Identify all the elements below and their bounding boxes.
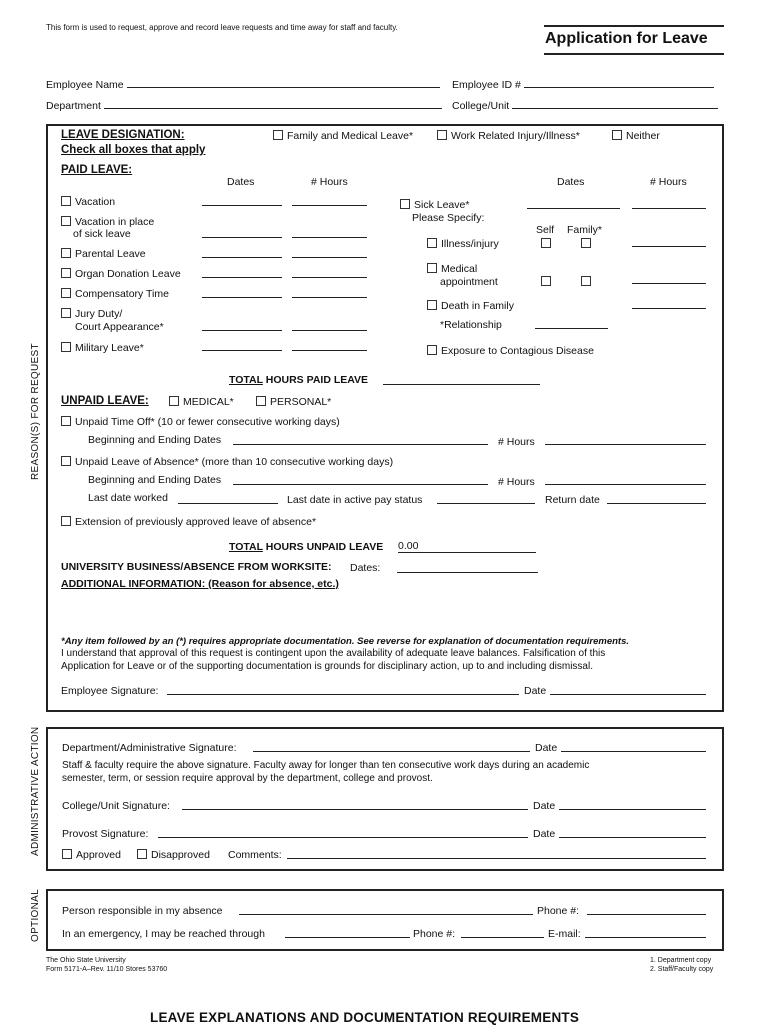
paid-col-hours: # Hours (311, 176, 348, 188)
checkbox-icon[interactable] (427, 263, 437, 273)
organ-hours-field[interactable] (292, 277, 367, 278)
next-page-heading: LEAVE EXPLANATIONS AND DOCUMENTATION REQUIREMENTS (150, 1010, 580, 1025)
vacation-sick-hours-field[interactable] (292, 237, 367, 238)
checkbox-icon[interactable] (62, 849, 72, 859)
responsible-label: Person responsible in my absence (62, 905, 223, 917)
checkbox-icon[interactable] (256, 396, 266, 406)
total-paid-rest: HOURS PAID LEAVE (262, 374, 369, 386)
sick-hours-field[interactable] (632, 208, 706, 209)
parental-dates-field[interactable] (202, 257, 282, 258)
provost-date-field[interactable] (559, 837, 706, 838)
parental-label: Parental Leave (75, 248, 146, 260)
page-title: Application for Leave (545, 30, 708, 47)
family-col: Family* (567, 224, 603, 236)
time-off-hours-field[interactable] (545, 444, 706, 445)
checkbox-sick[interactable] (400, 199, 469, 211)
checkbox-icon[interactable] (581, 276, 591, 286)
sick-col-hours: # Hours (650, 176, 687, 188)
footer-form-number: Form 5171-A–Rev. 11/10 Stores 53760 (46, 966, 168, 973)
checkbox-icon[interactable] (612, 130, 622, 140)
employee-id-row (452, 79, 714, 91)
employee-id-label: Employee ID # (452, 79, 521, 91)
jury-label: Jury Duty/ (75, 308, 123, 320)
medical-label: Medical (441, 263, 478, 275)
illness-self-checkbox[interactable] (541, 238, 555, 250)
emergency-phone-label: Phone #: (413, 928, 456, 940)
military-dates-field[interactable] (202, 350, 282, 351)
unpaid-leave-heading: UNPAID LEAVE: (61, 395, 149, 407)
emergency-label: In an emergency, I may be reached through (62, 928, 265, 940)
employee-name-label: Employee Name (46, 79, 124, 91)
employee-signature-field[interactable] (167, 694, 519, 695)
absence-hours-field[interactable] (545, 484, 706, 485)
checkbox-extension[interactable] (61, 516, 316, 528)
note-line-1: I understand that approval of this request is contingent upon the availability of adequate leave balances. Falsification of this (61, 648, 606, 659)
sick-label: Sick Leave* (414, 199, 470, 211)
provost-sig-field[interactable] (158, 837, 528, 838)
email-label: E-mail: (548, 928, 581, 940)
checkbox-icon[interactable] (581, 238, 591, 248)
vacation-sick-label-2: of sick leave (73, 228, 131, 240)
self-col: Self (536, 224, 555, 236)
checkbox-icon[interactable] (61, 516, 71, 526)
checkbox-icon[interactable] (541, 276, 551, 286)
military-label: Military Leave* (75, 342, 144, 354)
sick-dates-field[interactable] (527, 208, 620, 209)
employee-date-label: Date (524, 685, 547, 697)
asterisk-note: *Any item followed by an (*) requires appropriate documentation. See reverse for explanation of documentation requirements. (61, 636, 630, 647)
comp-hours-field[interactable] (292, 297, 367, 298)
disapproved-label: Disapproved (151, 849, 210, 861)
checkbox-icon[interactable] (61, 308, 71, 318)
responsible-phone-field[interactable] (587, 914, 706, 915)
employee-name-field[interactable] (127, 87, 440, 88)
college-sig-label: College/Unit Signature: (62, 800, 170, 812)
provost-date-label: Date (533, 828, 556, 840)
total-unpaid-field[interactable] (398, 540, 536, 553)
title-rule-bottom (544, 53, 724, 55)
last-worked-field[interactable] (178, 503, 278, 504)
checkbox-work-injury[interactable] (437, 130, 580, 142)
illness-family-checkbox[interactable] (581, 238, 595, 250)
time-off-hours-label: # Hours (498, 436, 535, 448)
checkbox-icon[interactable] (61, 268, 71, 278)
unpaid-absence-label: Unpaid Leave of Absence* (more than 10 consecutive working days) (75, 456, 394, 468)
dept-sig-field[interactable] (253, 751, 530, 752)
absence-hours-label: # Hours (498, 476, 535, 488)
checkbox-icon[interactable] (541, 238, 551, 248)
college-label: College/Unit (452, 100, 510, 112)
checkbox-unpaid-personal[interactable] (256, 396, 331, 408)
death-label: Death in Family (441, 300, 514, 312)
department-field[interactable] (104, 108, 442, 109)
last-active-field[interactable] (437, 503, 535, 504)
checkbox-icon[interactable] (61, 248, 71, 258)
total-paid-field[interactable] (383, 384, 540, 385)
total-unpaid-value: 0.00 (398, 540, 419, 552)
unpaid-time-off-label: Unpaid Time Off* (10 or fewer consecutive working days) (75, 416, 340, 428)
sick-col-dates: Dates (557, 176, 585, 188)
neither-label: Neither (626, 130, 660, 142)
comments-label: Comments: (228, 849, 282, 861)
college-row (452, 100, 718, 112)
dept-date-field[interactable] (561, 751, 706, 752)
checkbox-unpaid-absence[interactable] (61, 456, 393, 468)
last-active-label: Last date in active pay status (287, 494, 423, 506)
vacation-label: Vacation (75, 196, 116, 208)
employee-name-row (46, 79, 440, 91)
footer-university: The Ohio State University (46, 957, 126, 964)
emergency-field[interactable] (285, 937, 410, 938)
illness-hours-field[interactable] (632, 246, 706, 247)
checkbox-approved[interactable] (62, 849, 121, 861)
admin-note-1: Staff & faculty require the above signature. Faculty away for longer than ten consecutive work days during an academic (62, 760, 590, 771)
designation-sub: Check all boxes that apply (61, 144, 206, 156)
checkbox-parental[interactable] (61, 248, 146, 260)
total-unpaid-word: TOTAL (229, 541, 263, 553)
relationship-label: *Relationship (440, 319, 502, 331)
absence-dates-label: Beginning and Ending Dates (88, 474, 222, 486)
relationship-field[interactable] (535, 328, 608, 329)
email-field[interactable] (585, 937, 706, 938)
form-intro: This form is used to request, approve and record leave requests and time away for staff and faculty. (46, 23, 398, 32)
comments-field[interactable] (287, 858, 706, 859)
return-date-field[interactable] (607, 503, 706, 504)
please-specify: Please Specify: (412, 212, 485, 224)
extension-label: Extension of previously approved leave of absence* (75, 516, 317, 528)
checkbox-icon[interactable] (400, 199, 410, 209)
jury-label-2: Court Appearance* (75, 321, 164, 333)
death-hours-field[interactable] (632, 308, 706, 309)
dept-date-label: Date (535, 742, 558, 754)
medical-hours-field[interactable] (632, 283, 706, 284)
checkbox-jury[interactable] (61, 308, 122, 320)
vacation-sick-dates-field[interactable] (202, 237, 282, 238)
absence-dates-field[interactable] (233, 484, 488, 485)
emergency-phone-field[interactable] (461, 937, 544, 938)
business-dates-field[interactable] (397, 572, 538, 573)
jury-hours-field[interactable] (292, 330, 367, 331)
side-label-reasons: REASON(S) FOR REQUEST (30, 343, 41, 480)
side-label-optional: OPTIONAL (30, 889, 41, 942)
return-date-label: Return date (545, 494, 600, 506)
time-off-dates-field[interactable] (233, 444, 488, 445)
vacation-dates-field[interactable] (202, 205, 282, 206)
total-unpaid-rest: HOURS UNPAID LEAVE (262, 541, 384, 553)
organ-label: Organ Donation Leave (75, 268, 181, 280)
department-row (46, 100, 442, 112)
college-sig-field[interactable] (182, 809, 528, 810)
footer-copy-1: 1. Department copy (650, 957, 712, 964)
note-line-2: Application for Leave or of the supporting documentation is grounds for disciplinary action, up to and including dismissal. (61, 661, 593, 672)
designation-heading: LEAVE DESIGNATION: (61, 129, 185, 141)
parental-hours-field[interactable] (292, 257, 367, 258)
fmla-label: Family and Medical Leave* (287, 130, 414, 142)
total-paid-word: TOTAL (229, 374, 263, 386)
medical-self-checkbox[interactable] (541, 276, 555, 288)
illness-label: Illness/injury (441, 238, 499, 250)
last-worked-label: Last date worked (88, 492, 168, 504)
military-hours-field[interactable] (292, 350, 367, 351)
checkbox-icon[interactable] (427, 345, 437, 355)
employee-id-field[interactable] (524, 87, 714, 88)
business-dates-label: Dates: (350, 562, 381, 574)
time-off-dates-label: Beginning and Ending Dates (88, 434, 222, 446)
unpaid-personal-label: PERSONAL* (270, 396, 332, 408)
checkbox-vacation-sick[interactable] (61, 216, 154, 228)
title-rule-top (544, 25, 724, 27)
checkbox-icon[interactable] (61, 456, 71, 466)
business-label: UNIVERSITY BUSINESS/ABSENCE FROM WORKSITE: (61, 561, 332, 573)
paid-col-dates: Dates (227, 176, 255, 188)
medical-label-2: appointment (440, 276, 498, 288)
checkbox-exposure[interactable] (427, 345, 594, 357)
employee-date-field[interactable] (550, 694, 706, 695)
checkbox-icon[interactable] (61, 196, 71, 206)
organ-dates-field[interactable] (202, 277, 282, 278)
checkbox-icon[interactable] (427, 300, 437, 310)
comp-time-label: Compensatory Time (75, 288, 169, 300)
checkbox-neither[interactable] (612, 130, 660, 142)
checkbox-death[interactable] (427, 300, 514, 312)
unpaid-medical-label: MEDICAL* (183, 396, 234, 408)
checkbox-fmla[interactable] (273, 130, 413, 142)
comp-dates-field[interactable] (202, 297, 282, 298)
dept-sig-label: Department/Administrative Signature: (62, 742, 237, 754)
checkbox-vacation[interactable] (61, 196, 115, 208)
approved-label: Approved (76, 849, 121, 861)
additional-info-label: ADDITIONAL INFORMATION: (Reason for absence, etc.) (61, 578, 339, 590)
college-field[interactable] (512, 108, 718, 109)
admin-note-2: semester, term, or session require approval by the department, college and provost. (62, 773, 433, 784)
total-unpaid-row (229, 541, 383, 553)
college-date-field[interactable] (559, 809, 706, 810)
side-label-admin: ADMINISTRATIVE ACTION (30, 726, 41, 856)
checkbox-unpaid-time-off[interactable] (61, 416, 340, 428)
checkbox-icon[interactable] (61, 288, 71, 298)
medical-family-checkbox[interactable] (581, 276, 595, 288)
checkbox-icon[interactable] (437, 130, 447, 140)
vacation-sick-label: Vacation in place (75, 216, 155, 228)
checkbox-organ[interactable] (61, 268, 181, 280)
department-label: Department (46, 100, 101, 112)
responsible-phone-label: Phone #: (537, 905, 580, 917)
checkbox-comp-time[interactable] (61, 288, 169, 300)
checkbox-icon[interactable] (137, 849, 147, 859)
checkbox-unpaid-medical[interactable] (169, 396, 234, 408)
checkbox-military[interactable] (61, 342, 144, 354)
checkbox-illness[interactable] (427, 238, 499, 250)
provost-sig-label: Provost Signature: (62, 828, 149, 840)
vacation-hours-field[interactable] (292, 205, 367, 206)
paid-leave-heading: PAID LEAVE: (61, 164, 133, 176)
checkbox-icon[interactable] (61, 216, 71, 226)
optional-section (46, 889, 724, 951)
employee-signature-label: Employee Signature: (61, 685, 159, 697)
checkbox-disapproved[interactable] (137, 849, 210, 861)
work-injury-label: Work Related Injury/Illness* (451, 130, 580, 142)
checkbox-medical-appt[interactable] (427, 263, 477, 275)
total-paid-row (229, 374, 368, 386)
checkbox-icon[interactable] (273, 130, 283, 140)
checkbox-icon[interactable] (61, 342, 71, 352)
checkbox-icon[interactable] (427, 238, 437, 248)
responsible-field[interactable] (239, 914, 533, 915)
checkbox-icon[interactable] (169, 396, 179, 406)
footer-copy-2: 2. Staff/Faculty copy (650, 966, 714, 973)
exposure-label: Exposure to Contagious Disease (441, 345, 594, 357)
jury-dates-field[interactable] (202, 330, 282, 331)
checkbox-icon[interactable] (61, 416, 71, 426)
college-date-label: Date (533, 800, 556, 812)
